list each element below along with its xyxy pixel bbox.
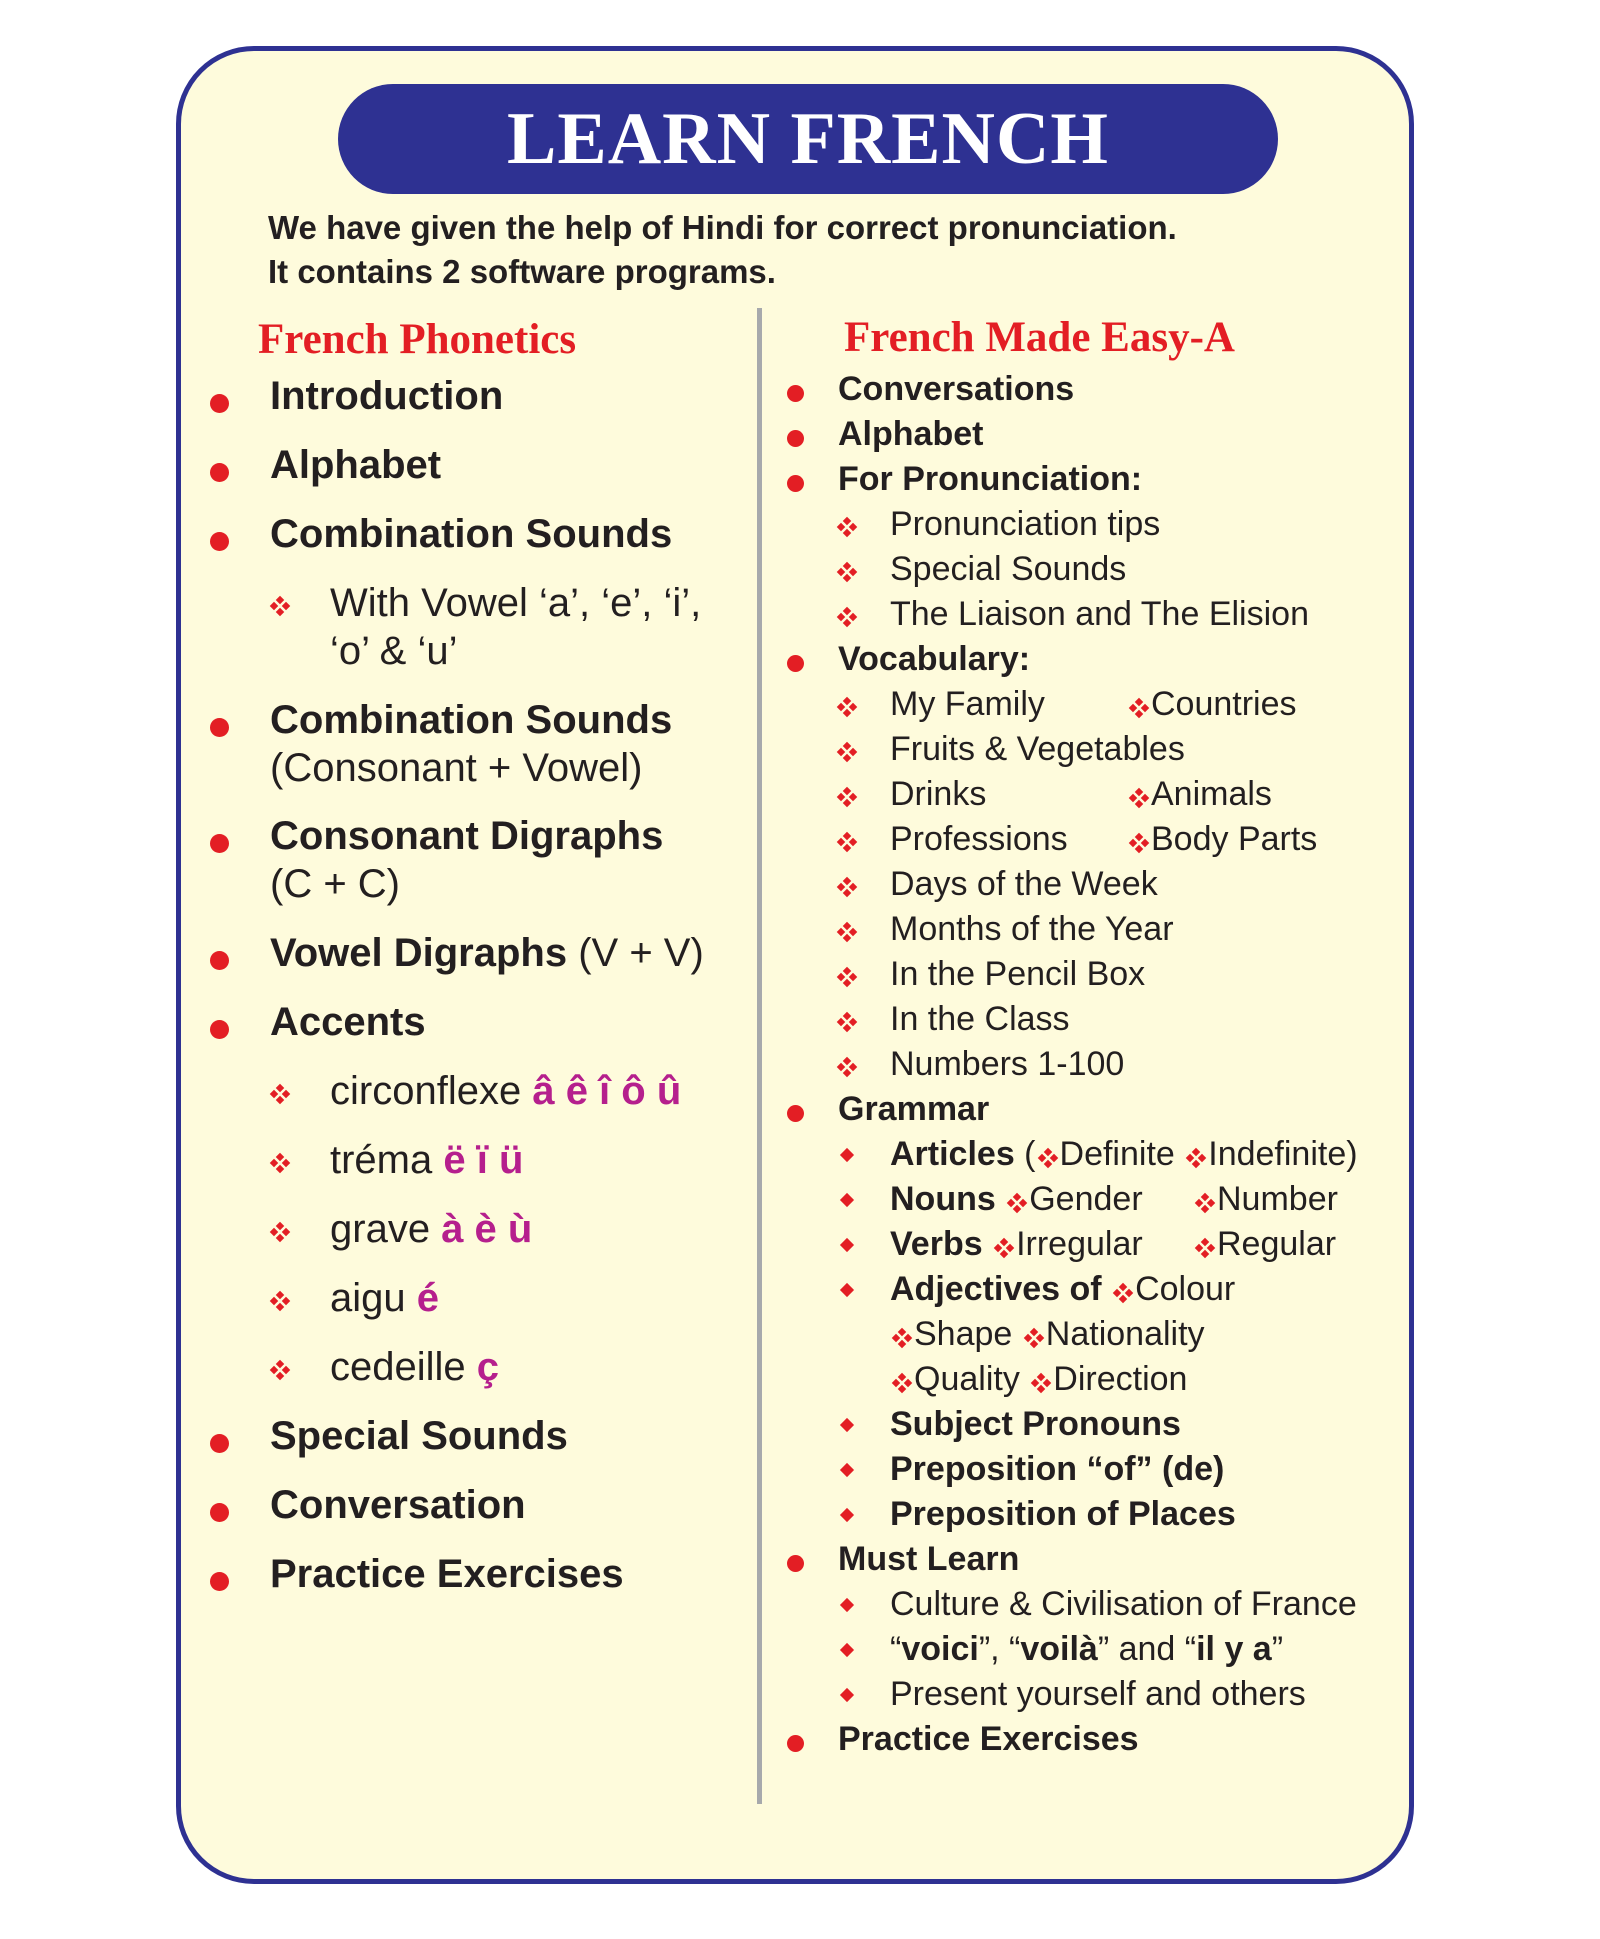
item-label: Present yourself and others [890, 1675, 1306, 1713]
item-option: Definite [1059, 1135, 1175, 1173]
diamond-bullet-icon [840, 1148, 854, 1162]
star-bullet-icon [1187, 1149, 1205, 1167]
item-label: In the Class [890, 1000, 1070, 1038]
star-bullet-icon [838, 1058, 856, 1076]
star-bullet-icon [838, 833, 856, 851]
star-bullet-icon [838, 608, 856, 626]
item-label: Combination Sounds [270, 698, 673, 742]
item-option: Shape [914, 1315, 1013, 1353]
star-bullet-icon [1008, 1194, 1026, 1212]
star-bullet-icon [1130, 834, 1148, 852]
bullet-icon [210, 951, 229, 970]
item-option: Number [1217, 1180, 1338, 1218]
quote-mark: ” [1271, 1630, 1284, 1668]
item-label: Numbers 1-100 [890, 1045, 1125, 1083]
star-bullet-icon [1196, 1194, 1214, 1212]
star-bullet-icon [1130, 789, 1148, 807]
bullet-icon [210, 1020, 229, 1039]
diamond-bullet-icon [840, 1238, 854, 1252]
quote-mark: “ [890, 1630, 902, 1668]
star-bullet-icon [271, 1154, 289, 1172]
accent-chars: â ê î ô û [532, 1069, 682, 1113]
item-option: Direction [1053, 1360, 1188, 1398]
item-label: Preposition “of” (de) [890, 1450, 1225, 1488]
item-label: Vowel Digraphs [270, 931, 568, 975]
star-bullet-icon [838, 878, 856, 896]
star-bullet-icon [838, 968, 856, 986]
item-label: Subject Pronouns [890, 1405, 1181, 1443]
item-label: Preposition of Places [890, 1495, 1236, 1533]
item-label: With Vowel ‘a’, ‘e’, ‘i’, [330, 581, 702, 625]
diamond-bullet-icon [840, 1193, 854, 1207]
bullet-icon [787, 1555, 804, 1572]
bullet-icon [210, 1572, 229, 1591]
item-label: Fruits & Vegetables [890, 730, 1185, 768]
item-label: Drinks [890, 775, 987, 813]
item-label: voilà [1020, 1630, 1098, 1668]
item-label: Articles [890, 1135, 1015, 1173]
item-option: Indefinite) [1208, 1135, 1358, 1173]
item-sublabel: (C + C) [270, 862, 400, 906]
diamond-bullet-icon [840, 1688, 854, 1702]
item-label: My Family [890, 685, 1045, 723]
item-label: Countries [1151, 685, 1297, 723]
title-banner: LEARN FRENCH [338, 84, 1278, 194]
diamond-bullet-icon [840, 1463, 854, 1477]
item-label: Special Sounds [270, 1414, 568, 1458]
accent-chars: ç [476, 1345, 500, 1389]
star-bullet-icon [893, 1374, 911, 1392]
bullet-icon [787, 655, 804, 672]
diamond-bullet-icon [840, 1508, 854, 1522]
star-bullet-icon [271, 1292, 289, 1310]
bullet-icon [210, 463, 229, 482]
accent-name: grave [330, 1207, 431, 1251]
item-label: Conversation [270, 1483, 526, 1527]
item-label: For Pronunciation: [838, 460, 1143, 498]
item-label: Accents [270, 1000, 426, 1044]
bullet-icon [787, 1105, 804, 1122]
star-bullet-icon [271, 1085, 289, 1103]
intro-line-2: It contains 2 software programs. [268, 253, 776, 290]
accent-name: aigu [330, 1276, 406, 1320]
item-label: voici [901, 1630, 979, 1668]
star-bullet-icon [838, 923, 856, 941]
item-label: Grammar [838, 1090, 990, 1128]
item-label: Alphabet [838, 415, 984, 453]
item-label: Conversations [838, 370, 1075, 408]
phonetics-heading: French Phonetics [258, 316, 577, 363]
item-label: Vocabulary: [838, 640, 1031, 678]
item-label: Introduction [270, 374, 504, 418]
item-option: Nationality [1045, 1315, 1205, 1353]
item-option: Irregular [1016, 1225, 1143, 1263]
item-label: Adjectives of [890, 1270, 1102, 1308]
star-bullet-icon [838, 788, 856, 806]
column-divider [757, 308, 762, 1804]
item-label: Combination Sounds [270, 512, 673, 556]
bullet-icon [210, 1434, 229, 1453]
intro-text [268, 206, 1368, 294]
star-bullet-icon [271, 597, 289, 615]
star-bullet-icon [1114, 1284, 1132, 1302]
star-bullet-icon [838, 1013, 856, 1031]
item-sublabel: (V + V) [578, 931, 704, 975]
star-bullet-icon [1196, 1239, 1214, 1257]
item-label: Alphabet [270, 443, 442, 487]
item-label: Practice Exercises [270, 1552, 624, 1596]
item-label: Pronunciation tips [890, 505, 1161, 543]
accent-chars: é [416, 1276, 439, 1320]
star-bullet-icon [838, 518, 856, 536]
item-label: ‘o’ & ‘u’ [330, 629, 458, 673]
star-bullet-icon [1039, 1149, 1057, 1167]
bullet-icon [787, 385, 804, 402]
diamond-bullet-icon [840, 1643, 854, 1657]
item-label: Verbs [890, 1225, 983, 1263]
item-label: Professions [890, 820, 1068, 858]
quote-mark: ”, “ [978, 1630, 1021, 1668]
star-bullet-icon [893, 1329, 911, 1347]
star-bullet-icon [271, 1223, 289, 1241]
item-label: Nouns [890, 1180, 996, 1218]
item-label: Months of the Year [890, 910, 1174, 948]
star-bullet-icon [838, 698, 856, 716]
item-label: Consonant Digraphs [270, 814, 664, 858]
bullet-icon [787, 1735, 804, 1752]
diamond-bullet-icon [840, 1598, 854, 1612]
star-bullet-icon [838, 743, 856, 761]
item-label: Practice Exercises [838, 1720, 1139, 1758]
item-label: Animals [1151, 775, 1272, 813]
accent-name: tréma [330, 1138, 433, 1182]
star-bullet-icon [838, 563, 856, 581]
intro-line-1: We have given the help of Hindi for correct pronunciation. [268, 209, 1177, 246]
item-option: Colour [1135, 1270, 1236, 1308]
star-bullet-icon [995, 1239, 1013, 1257]
quote-mark: ” and “ [1097, 1630, 1197, 1668]
item-sublabel: (Consonant + Vowel) [270, 746, 643, 790]
item-label: Days of the Week [890, 865, 1158, 903]
item-option: Gender [1029, 1180, 1143, 1218]
accent-chars: à è ù [441, 1207, 533, 1251]
item-option: Quality [914, 1360, 1020, 1398]
item-label: Must Learn [838, 1540, 1020, 1578]
diamond-bullet-icon [840, 1418, 854, 1432]
star-bullet-icon [1130, 699, 1148, 717]
bullet-icon [210, 394, 229, 413]
item-label: il y a [1196, 1630, 1272, 1668]
item-label: Body Parts [1151, 820, 1318, 858]
accent-chars: ë ï ü [443, 1138, 524, 1182]
bullet-icon [787, 475, 804, 492]
item-label: Culture & Civilisation of France [890, 1585, 1357, 1623]
accent-name: circonflexe [330, 1069, 522, 1113]
bullet-icon [210, 718, 229, 737]
item-option: Regular [1217, 1225, 1337, 1263]
item-label: In the Pencil Box [890, 955, 1146, 993]
item-label: Special Sounds [890, 550, 1127, 588]
bullet-icon [787, 430, 804, 447]
bullet-icon [210, 532, 229, 551]
easy-heading: French Made Easy-A [844, 314, 1235, 361]
star-bullet-icon [271, 1361, 289, 1379]
diamond-bullet-icon [840, 1283, 854, 1297]
star-bullet-icon [1032, 1374, 1050, 1392]
bullet-icon [210, 1503, 229, 1522]
item-label: The Liaison and The Elision [890, 595, 1309, 633]
accent-name: cedeille [330, 1345, 466, 1389]
star-bullet-icon [1025, 1329, 1043, 1347]
bullet-icon [210, 834, 229, 853]
